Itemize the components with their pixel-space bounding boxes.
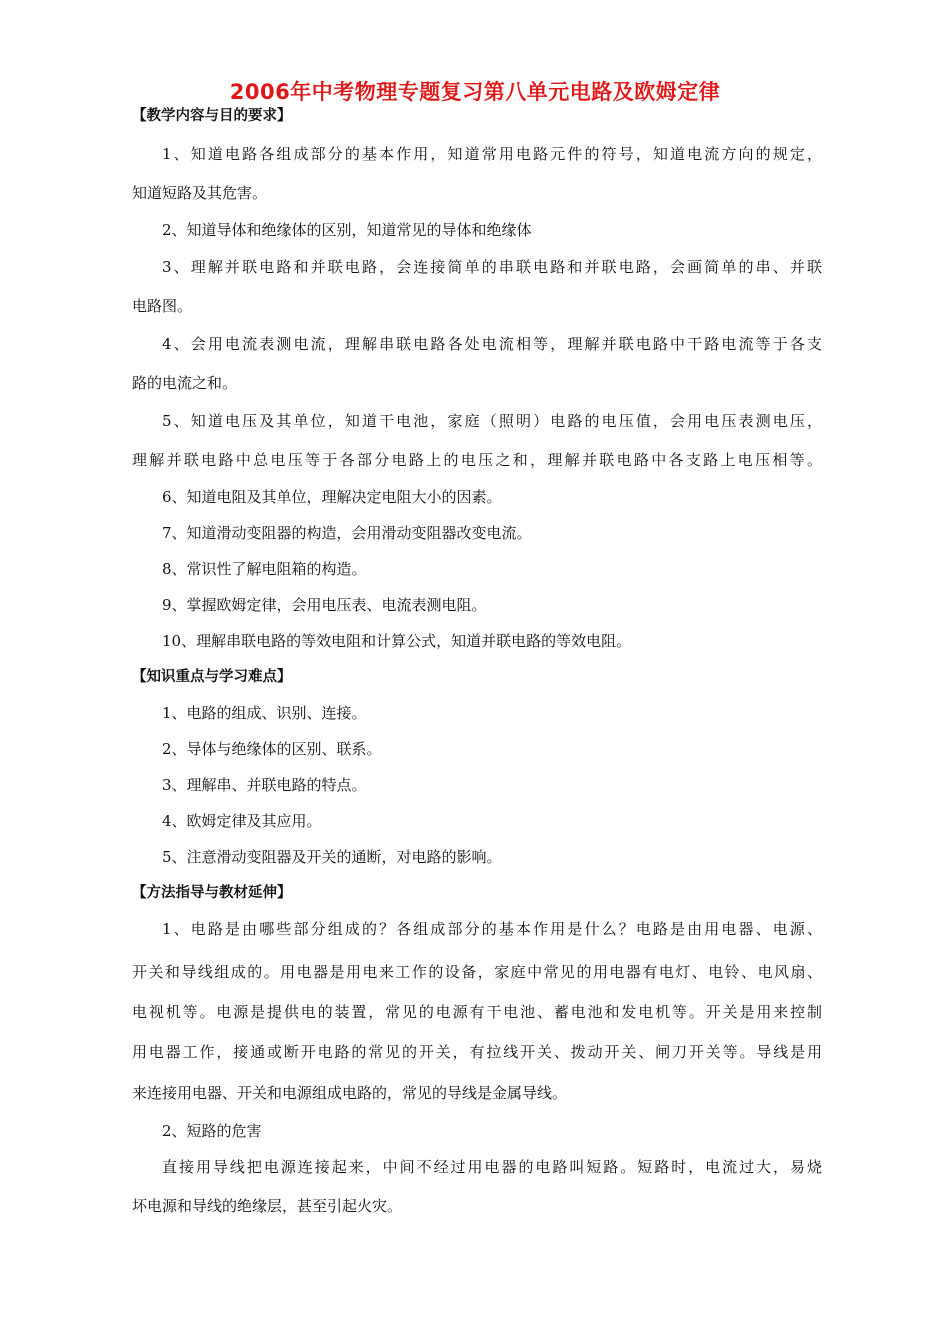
list-item: 5、注意滑动变阻器及开关的通断，对电路的影响。	[162, 848, 502, 866]
paragraph-line: 3、理解并联电路和并联电路，会连接简单的串联电路和并联电路，会画简单的串、并联	[162, 258, 822, 276]
list-item: 3、理解串、并联电路的特点。	[162, 776, 367, 794]
paragraph-line: 坏电源和导线的绝缘层，甚至引起火灾。	[132, 1197, 403, 1215]
paragraph-line: 4、会用电流表测电流，理解串联电路各处电流相等，理解并联电路中干路电流等于各支	[162, 335, 822, 353]
paragraph-line: 开关和导线组成的。用电器是用电来工作的设备，家庭中常见的用电器有电灯、电铃、电风扇、	[132, 963, 822, 981]
section-heading-key-points: 【知识重点与学习难点】	[132, 669, 292, 685]
subheading: 2、短路的危害	[162, 1122, 262, 1140]
list-item: 4、欧姆定律及其应用。	[162, 812, 322, 830]
paragraph-line: 1、知道电路各组成部分的基本作用，知道常用电路元件的符号，知道电流方向的规定，	[162, 145, 822, 163]
paragraph-line: 理解并联电路中总电压等于各部分电路上的电压之和，理解并联电路中各支路上电压相等。	[132, 451, 822, 469]
section-heading-teaching-goals: 【教学内容与目的要求】	[132, 108, 292, 124]
paragraph-line: 直接用导线把电源连接起来，中间不经过用电器的电路叫短路。短路时，电流过大，易烧	[162, 1158, 822, 1176]
paragraph-line: 知道短路及其危害。	[132, 184, 268, 202]
paragraph-line: 8、常识性了解电阻箱的构造。	[162, 560, 367, 578]
list-item: 2、导体与绝缘体的区别、联系。	[162, 740, 382, 758]
section-heading-method-guidance: 【方法指导与教材延伸】	[132, 885, 292, 901]
paragraph-line: 9、掌握欧姆定律，会用电压表、电流表测电阻。	[162, 596, 487, 614]
list-item: 1、电路的组成、识别、连接。	[162, 704, 367, 722]
paragraph-line: 路的电流之和。	[132, 374, 238, 392]
paragraph-line: 电路图。	[132, 297, 193, 315]
paragraph-line: 来连接用电器、开关和电源组成电路的，常见的导线是金属导线。	[132, 1084, 568, 1102]
paragraph-line: 5、知道电压及其单位，知道干电池，家庭（照明）电路的电压值，会用电压表测电压，	[162, 412, 822, 430]
paragraph-line: 10、理解串联电路的等效电阻和计算公式，知道并联电路的等效电阻。	[162, 632, 632, 650]
paragraph-line: 1、电路是由哪些部分组成的？各组成部分的基本作用是什么？电路是由用电器、电源、	[162, 920, 822, 938]
document-title: 2006年中考物理专题复习第八单元电路及欧姆定律	[229, 80, 721, 104]
paragraph-line: 7、知道滑动变阻器的构造，会用滑动变阻器改变电流。	[162, 524, 532, 542]
paragraph-line: 6、知道电阻及其单位，理解决定电阻大小的因素。	[162, 488, 502, 506]
paragraph-line: 电视机等。电源是提供电的装置，常见的电源有干电池、蓄电池和发电机等。开关是用来控制	[132, 1003, 822, 1021]
paragraph-line: 2、知道导体和绝缘体的区别，知道常见的导体和绝缘体	[162, 221, 532, 239]
paragraph-line: 用电器工作，接通或断开电路的常见的开关，有拉线开关、拨动开关、闸刀开关等。导线是用	[132, 1043, 822, 1061]
